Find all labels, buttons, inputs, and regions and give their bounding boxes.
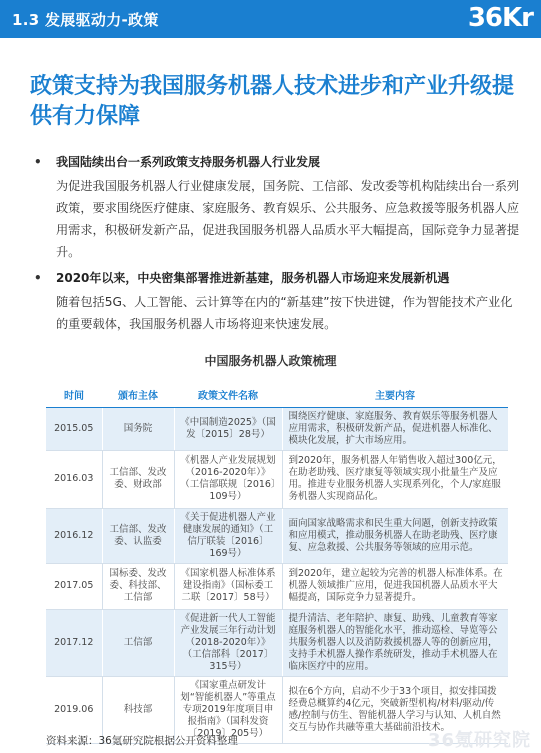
- cell-issuer: 工信部、发改委、认监委: [102, 508, 174, 563]
- cell-document: 《机器人产业发展规划（2016-2020年）》（工信部联规〔2016〕109号）: [174, 450, 282, 508]
- cell-time: 2017.12: [46, 609, 102, 676]
- cell-content: 提升清洁、老年陪护、康复、助残、儿童教育等家庭服务机器人的智能化水平，推动巡检、导览等公共服务机器人以及消防救援机器人等的创新应用，支持手术机器人操作系统研发，推动手术机器人在临床医疗中的应用。: [282, 609, 508, 676]
- cell-document: 《促进新一代人工智能产业发展三年行动计划（2018-2020年）》（工信部科〔2017〕315号）: [174, 609, 282, 676]
- brand-logo: 36Kr: [467, 3, 533, 33]
- bullet-heading: [30, 269, 520, 287]
- cell-issuer: 工信部、发改委、财政部: [102, 450, 174, 508]
- bullet-item-2: [30, 269, 520, 335]
- table-row: [46, 407, 508, 450]
- bullet-item-1: [30, 153, 520, 263]
- column-header-document: 政策文件名称: [174, 383, 282, 407]
- bullet-dot-icon: •: [34, 271, 42, 285]
- cell-content: 围绕医疗健康、家庭服务、教育娱乐等服务机器人应用需求，积极研发新产品，促进机器人标准化、模块化发展，扩大市场应用。: [282, 407, 508, 450]
- cell-document: 《国家机器人标准体系建设指南》（国标委工二联〔2017〕58号）: [174, 563, 282, 609]
- cell-time: 2017.05: [46, 563, 102, 609]
- column-header-issuer: 颁布主体: [102, 383, 174, 407]
- cell-content: 面向国家战略需求和民生重大问题，创新支持政策和应用模式，推动服务机器人在助老助残、医疗康复、应急救援、公共服务等领域的应用示范。: [282, 508, 508, 563]
- section-title: 1.3 发展驱动力-政策: [12, 11, 159, 29]
- watermark: 36氪研究院: [427, 730, 531, 751]
- cell-document: 《关于促进机器人产业健康发展的通知》（工信厅联装〔2016〕169号）: [174, 508, 282, 563]
- bullet-body: 为促进我国服务机器人行业健康发展，国务院、工信部、发改委等机构陆续出台一系列政策，要求围绕医疗健康、家庭服务、教育娱乐、公共服务、应急救援等服务机器人应用需求，积极研发新产品，促进我国服务机器人品质水平大幅提高，国际竞争力显著提升。: [56, 179, 520, 259]
- table-header-row: [46, 383, 508, 407]
- table-row: [46, 450, 508, 508]
- column-header-time: 时间: [46, 383, 102, 407]
- cell-content: 拟在6个方向，启动不少于33个项目，拟安排国拨经费总概算约4亿元，突破新型机构/材料/驱动/传感/控制与仿生、智能机器人学习与认知、人机自然交互与协作共融等重大基础前沿技术。: [282, 676, 508, 743]
- source-note: 资料来源：36氪研究院根据公开资料整理: [46, 735, 238, 747]
- bullet-body: 随着包括5G、人工智能、云计算等在内的“新基建”按下快进键，作为智能技术产业化的重要载体，我国服务机器人市场将迎来快速发展。: [56, 295, 513, 331]
- bullet-dot-icon: •: [34, 155, 42, 169]
- table-row: [46, 508, 508, 563]
- cell-content: 到2020年，服务机器人年销售收入超过300亿元，在助老助残、医疗康复等领域实现小批量生产及应用。推进专业服务机器人实现系列化，个人/家庭服务机器人实现商品化。: [282, 450, 508, 508]
- table-row: [46, 609, 508, 676]
- cell-time: 2016.03: [46, 450, 102, 508]
- cell-issuer: 国务院: [102, 407, 174, 450]
- cell-time: 2019.06: [46, 676, 102, 743]
- page-title: 政策支持为我国服务机器人技术进步和产业升级提供有力保障: [30, 74, 515, 129]
- cell-issuer: 国标委、发改委、科技部、工信部: [102, 563, 174, 609]
- policy-table: [46, 383, 508, 744]
- cell-time: 2016.12: [46, 508, 102, 563]
- table-title: 中国服务机器人政策梳理: [204, 354, 337, 368]
- bullet-heading: [30, 153, 520, 171]
- cell-document: 《国家重点研发计划“智能机器人”等重点专项2019年度项目申报指南》（国科发资〔2019〕205号）: [174, 676, 282, 743]
- table-row: [46, 563, 508, 609]
- cell-issuer: 工信部: [102, 609, 174, 676]
- bullet-heading-text: 我国陆续出台一系列政策支持服务机器人行业发展: [56, 155, 321, 169]
- cell-document: 《中国制造2025》（国发〔2015〕28号）: [174, 407, 282, 450]
- bullet-heading-text: 2020年以来，中央密集部署推进新基建，服务机器人市场迎来发展新机遇: [56, 271, 450, 285]
- cell-issuer: 科技部: [102, 676, 174, 743]
- cell-time: 2015.05: [46, 407, 102, 450]
- header-bar: [0, 0, 541, 38]
- cell-content: 到2020年，建立起较为完善的机器人标准体系。在机器人领域推广应用，促进我国机器人品质水平大幅提高，国际竞争力显著提升。: [282, 563, 508, 609]
- column-header-content: 主要内容: [282, 383, 508, 407]
